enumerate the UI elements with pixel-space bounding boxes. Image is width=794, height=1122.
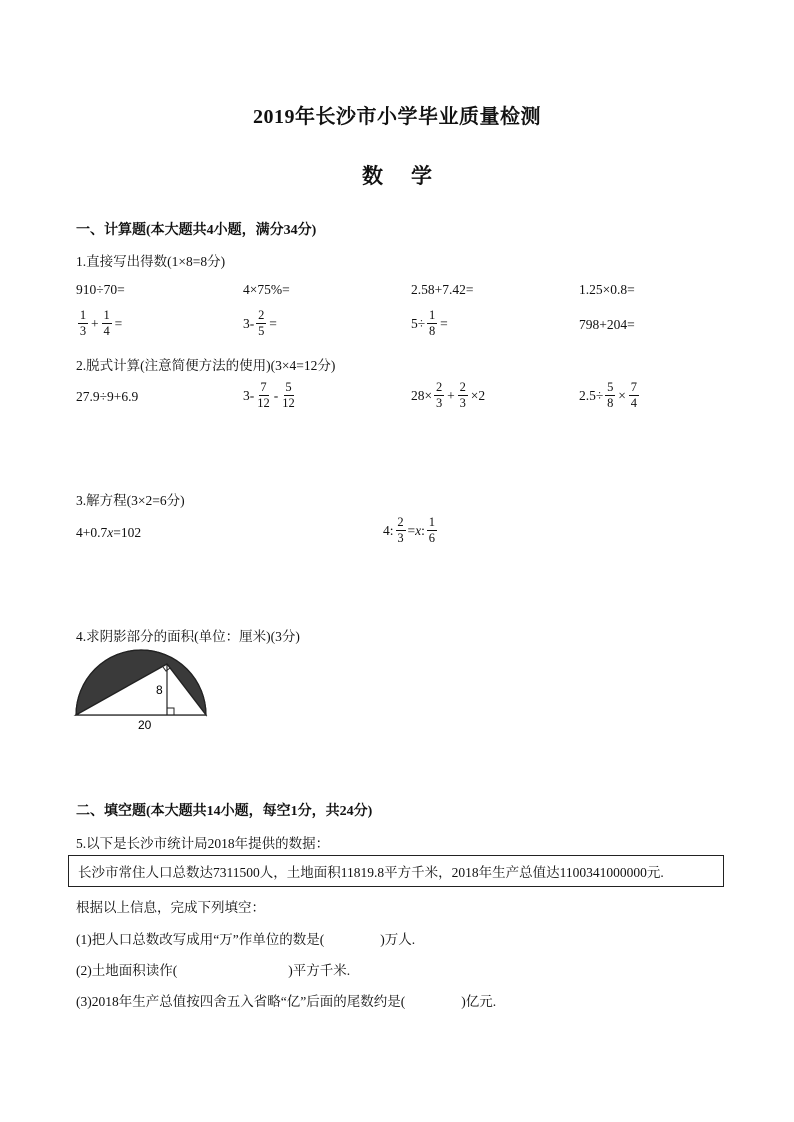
q1-r1-a: 910÷70= [76,282,125,297]
subject-title: 数学 [362,164,460,188]
fraction: $\frac{5}{8}$ [607,380,614,411]
fraction: $\frac{1}{6}$ [428,515,436,546]
fraction: $\frac{7}{12}$ [257,380,270,411]
q1-r2-d: 798+204= [579,317,635,332]
fraction: $\frac{1}{8}$ [429,308,436,339]
semicircle-shaded-figure [70,644,215,734]
q1-label: 1.直接写出得数(1×8=8分) [76,254,226,269]
fraction: $\frac{1}{4}$ [103,308,110,339]
fraction: $\frac{5}{12}$ [282,380,295,411]
q2-a: 27.9÷9+6.9 [76,389,139,404]
fraction: $\frac{1}{3}$ [79,308,87,339]
q2-label: 2.脱式计算(注意简便方法的使用)(3×4=12分) [76,358,336,373]
fraction: $\frac{2}{3}$ [436,380,443,411]
q3-label: 3.解方程(3×2=6分) [76,493,185,508]
fraction: $\frac{2}{3}$ [397,515,404,546]
q1-r1-c: 2.58+7.42= [411,282,474,297]
q3-a: 4+0.7x=102 [76,525,142,540]
q1-r2-a: $\frac{1}{3}$ + $\frac{1}{4}$ = [79,308,123,339]
q1-r1-d: 1.25×0.8= [579,282,635,297]
q5-item-3: (3)2018年生产总值按四舍五入省略“亿”后面的尾数约是( )亿元. [76,994,497,1009]
page-title: 2019年长沙市小学毕业质量检测 [253,106,541,128]
section1-heading: 一、计算题(本大题共4小题，满分34分) [76,223,317,238]
fraction: $\frac{2}{5}$ [258,308,265,339]
fraction: $\frac{2}{3}$ [459,380,466,411]
q5-instruction: 根据以上信息，完成下列填空： [76,900,265,915]
q1-r2-b: 3- $\frac{2}{5}$ = [243,308,277,339]
section2-heading: 二、填空题(本大题共14小题，每空1分，共24分) [76,804,373,819]
q5-label: 5.以下是长沙市统计局2018年提供的数据： [76,836,330,851]
q2-d: 2.5÷ $\frac{5}{8}$ × $\frac{7}{4}$ [579,380,638,411]
q5-item-1: (1)把人口总数改写成用“万”作单位的数是( )万人. [76,932,416,947]
q1-r2-c: 5÷ $\frac{1}{8}$ = [411,308,448,339]
height-label: 8 [156,683,163,697]
fraction: $\frac{7}{4}$ [630,380,638,411]
q2-c: 28× $\frac{2}{3}$ + $\frac{2}{3}$ ×2 [411,380,486,411]
q3-b: 4: $\frac{2}{3}$ = x : $\frac{1}{6}$ [383,515,436,546]
q1-r1-b: 4×75%= [243,282,290,297]
data-box: 长沙市常住人口总数达7311500人，土地面积11819.8平方千米，2018年生产总值达1100341000000元. [68,855,724,887]
q2-b: 3- $\frac{7}{12}$ - $\frac{5}{12}$ [243,380,295,411]
q4-label: 4.求阴影部分的面积(单位：厘米)(3分) [76,629,300,644]
base-label: 20 [138,718,152,732]
q5-item-2: (2)土地面积读作( )平方千米. [76,963,351,978]
